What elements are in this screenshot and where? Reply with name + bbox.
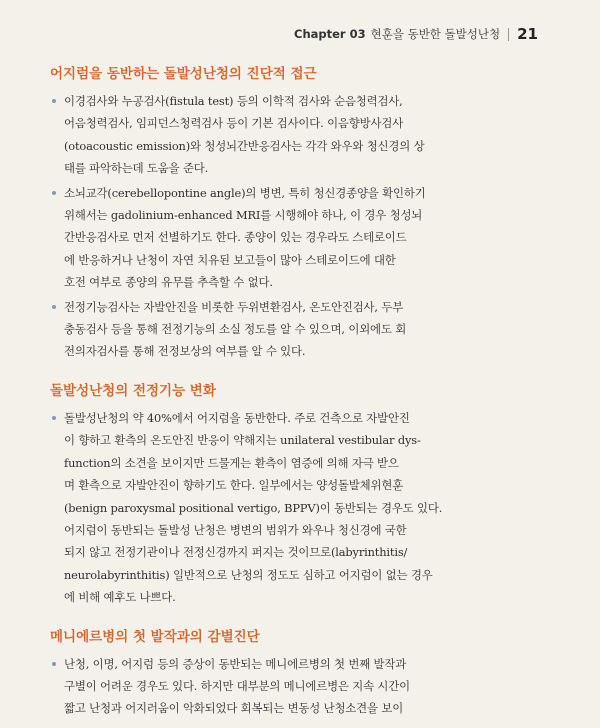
text-line: 돌발성난청의 약 40%에서 어지럼을 동반한다. 주로 건측으로 자발안진: [64, 410, 410, 425]
text-line: 난청, 이명, 어지럼 등의 증상이 동반되는 메니에르병의 첫 번째 발작과: [64, 656, 407, 671]
bullet-list-meniere-differential: [50, 653, 546, 720]
text-line: neurolabyrinthitis) 일반적으로 난청의 정도도 심하고 어지럼이 없는 경우: [64, 567, 433, 582]
text-line: 구별이 어려운 경우도 있다. 하지만 대부분의 메니에르병은 지속 시간이: [64, 678, 410, 693]
text-line: 어지럼이 동반되는 돌발성 난청은 병변의 범위가 와우나 청신경에 국한: [64, 522, 407, 537]
section-gap: [50, 617, 546, 627]
section-title-meniere-differential: 메니에르병의 첫 발작과의 감별진단: [50, 628, 260, 645]
text-line: 호전 여부로 종양의 유무를 추측할 수 없다.: [64, 275, 273, 290]
text-line: 이경검사와 누공검사(fistula test) 등의 이학적 검사와 순음청력검사,: [64, 94, 403, 108]
bullet-icon: [52, 99, 56, 103]
bullet-icon: [52, 662, 56, 666]
page-number: 21: [517, 25, 538, 43]
section-title-vestibular-change: 돌발성난청의 전정기능 변화: [50, 382, 216, 399]
bullet-text: [64, 90, 546, 180]
text-line: 전정기능검사는 자발안진을 비롯한 두위변환검사, 온도안진검사, 두부: [64, 299, 404, 314]
text-line: 소뇌교각(cerebellopontine angle)의 병변, 특히 청신경종양을 확인하기: [64, 185, 426, 200]
bullet-text: [64, 296, 546, 363]
chapter-label: Chapter 03: [294, 27, 366, 41]
text-line: 짧고 난청과 어지러움이 악화되었다 회복되는 변동성 난청소견을 보이: [64, 701, 404, 716]
list-item: [50, 296, 546, 363]
bullet-icon: [52, 416, 56, 420]
text-line: 되지 않고 전정기관이나 전정신경까지 퍼지는 것이므로(labyrinthitis/: [64, 545, 408, 560]
list-item: [50, 182, 546, 294]
bullet-list-diagnostic-approach: [50, 90, 546, 363]
text-line: 며 환측으로 자발안진이 향하기도 한다. 일부에서는 양성돌발체위현훈: [64, 478, 404, 493]
text-line: function의 소견을 보이지만 드물게는 환측이 염증에 의해 자극 받으: [64, 455, 399, 470]
bullet-text: [64, 407, 546, 609]
section-gap: [50, 371, 546, 381]
text-line: 에 비해 예후도 나쁘다.: [64, 590, 176, 605]
text-line: 이 향하고 환측의 온도안진 반응이 약해지는 unilateral vestibular dys-: [64, 433, 421, 448]
text-line: 어음청력검사, 임피던스청력검사 등이 기본 검사이다. 이음향방사검사: [64, 116, 404, 131]
text-line: (otoacoustic emission)와 청성뇌간반응검사는 각각 와우와 청신경의 상: [64, 138, 425, 153]
page-content: [50, 64, 546, 728]
chapter-subtitle: 현훈을 동반한 돌발성난청: [370, 27, 501, 41]
list-item: [50, 653, 546, 720]
text-line: (benign paroxysmal positional vertigo, BPPV)이 동반되는 경우도 있다.: [64, 500, 443, 515]
text-line: 태를 파악하는데 도움을 준다.: [64, 161, 209, 176]
text-line: 에 반응하거나 난청이 자연 치유된 보고들이 많아 스테로이드에 대한: [64, 252, 396, 267]
list-item: [50, 407, 546, 609]
list-item: [50, 90, 546, 180]
bullet-text: [64, 182, 546, 294]
bullet-icon: [52, 191, 56, 195]
text-line: 위해서는 gadolinium-enhanced MRI를 시행해야 하나, 이 경우 청성뇌: [64, 208, 423, 223]
bullet-icon: [52, 305, 56, 309]
bullet-list-vestibular-change: [50, 407, 546, 609]
text-line: 간반응검사로 먼저 선별하기도 한다. 종양이 있는 경우라도 스테로이드: [64, 230, 407, 245]
text-line: 전의자검사를 통해 전정보상의 여부를 알 수 있다.: [64, 344, 306, 359]
text-line: 충동검사 등을 통해 전정기능의 소실 정도를 알 수 있으며, 이외에도 회: [64, 322, 407, 337]
header-divider: [508, 28, 509, 41]
bullet-text: [64, 653, 546, 720]
section-title-diagnostic-approach: 어지럼을 동반하는 돌발성난청의 진단적 접근: [50, 66, 317, 82]
running-header: [294, 25, 538, 43]
